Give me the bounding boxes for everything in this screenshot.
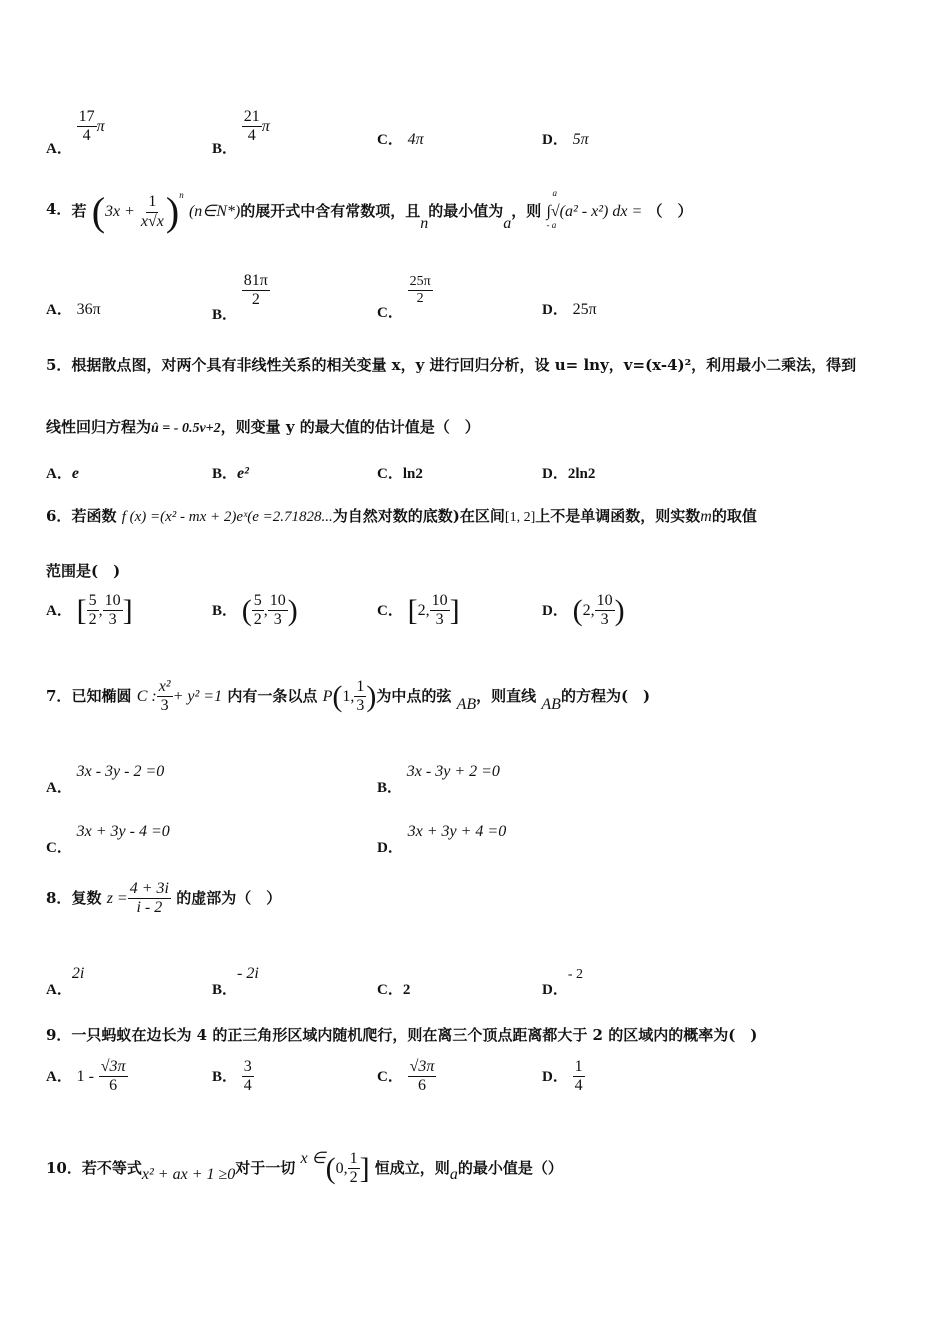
q5-option-c: C．ln2 (377, 466, 423, 482)
q5-option-a: A．e (46, 465, 79, 482)
q8-option-c: C．2 (377, 982, 411, 998)
fraction: $\frac{10}{3}$ (269, 592, 286, 629)
fraction: $\frac{10}{3}$ (431, 592, 448, 629)
q8-option-a: A．2i (46, 965, 85, 998)
q9-option-a: A． 1 - $\frac{√3\pi}{6}$ (46, 1058, 126, 1095)
q7-option-d: D． 3x + 3y + 4 =0 (377, 823, 507, 856)
q3-option-a: A． $\frac{17}{4}$ π (46, 108, 105, 157)
q7-options-row-2 (0, 820, 950, 880)
question-5-line-1: 5．根据散点图，对两个具有非线性关系的相关变量 x，y 进行回归分析，设 u= lny，v=(x-4)²，利用最小二乘法，得到 (46, 356, 857, 374)
question-8: 8．复数 z = $\frac{4 + 3i}{i - 2}$ 的虚部为（ ） (46, 880, 282, 917)
question-6-line-2: 范围是( ) (46, 562, 121, 580)
question-6-line-1: 6．若函数 f (x) =(x² - mx + 2)eˣ(e =2.71828...为自然对数的底数)在区间[1, 2]上不是单调函数，则实数m的取值 (46, 507, 757, 525)
q6-option-b: B． ( $\frac{5}{2}$ , $\frac{10}{3}$ ) (212, 592, 298, 629)
q6-option-a: A． [ $\frac{5}{2}$ , $\frac{10}{3}$ ] (46, 592, 133, 629)
q4-option-d: D． 25π (542, 301, 597, 318)
q3-option-d: D． 5π (542, 131, 589, 148)
fraction: $\frac{21}{4}$ (243, 108, 260, 145)
fraction: $\frac{1}{3}$ (356, 678, 365, 715)
fraction: $\frac{1}{2}$ (349, 1150, 358, 1187)
fraction: $\frac{10}{3}$ (104, 592, 121, 629)
fraction: $\frac{1}{x√x}$ (140, 193, 164, 230)
q9-option-b: B． $\frac{3}{4}$ (212, 1058, 252, 1095)
fraction: $\frac{1}{4}$ (574, 1058, 583, 1095)
fraction: $\frac{81\pi}{2}$ (243, 272, 268, 309)
q6-options (0, 592, 950, 652)
question-5-line-2: 线性回归方程为û = - 0.5v+2，则变量 y 的最大值的估计值是（ ） (46, 418, 480, 436)
q3-option-b: B． $\frac{21}{4}$ π (212, 108, 270, 157)
fraction: $\frac{10}{3}$ (596, 592, 613, 629)
question-4: 4．若 (3x + $\frac{1}{x√x}$ )$^n$ (n∈N*)的展开式中含有常数项，且n的最小值为a，则 a - a ∫√(a² - x²) dx = （ ） (46, 188, 693, 234)
q8-option-b: B．- 2i (212, 965, 259, 998)
q9-options (0, 1058, 950, 1118)
q3-option-c: C． 4π (377, 131, 424, 148)
q5-option-b: B．e² (212, 465, 249, 482)
q4-options (0, 268, 950, 328)
fraction: $\frac{√3\pi}{6}$ (100, 1058, 126, 1095)
q8-options (0, 962, 950, 1022)
fraction: $\frac{3}{4}$ (243, 1058, 252, 1095)
q4-option-b: B． $\frac{81\pi}{2}$ (212, 272, 268, 323)
q7-option-b: B． 3x - 3y + 2 =0 (377, 763, 500, 796)
q9-option-d: D． $\frac{1}{4}$ (542, 1058, 583, 1095)
question-7: 7．已知椭圆 C : $\frac{\text{x²}}{3}$ + y² =1 内有一条以点 P(1, $\frac{1}{3}$ )为中点的弦 AB，则直线 AB的方程为( ) (46, 678, 651, 715)
q6-option-d: D． (2, $\frac{10}{3}$ ) (542, 592, 625, 629)
q3-options (0, 100, 950, 160)
q9-option-c: C． $\frac{√3\pi}{6}$ (377, 1058, 435, 1095)
q6-option-c: C． [2, $\frac{10}{3}$ ] (377, 592, 460, 629)
fraction: $\frac{5}{2}$ (88, 592, 97, 629)
fraction: $\frac{4 + 3i}{i - 2}$ (129, 880, 169, 917)
question-10: 10．若不等式x² + ax + 1 ≥0对于一切 x ∈(0, $\frac{1}{2}$ ] 恒成立，则a的最小值是（） (46, 1149, 563, 1187)
fraction: $\frac{√3\pi}{6}$ (409, 1058, 435, 1095)
q4-option-a: A． 36π (46, 301, 101, 318)
q8-option-d: D．- 2 (542, 967, 584, 998)
fraction: $\frac{\text{x²}}{3}$ (158, 678, 171, 715)
q4-option-c: C． $\frac{25\pi}{2}$ (377, 274, 431, 321)
q5-option-d: D．2ln2 (542, 466, 596, 482)
fraction: $\frac{25\pi}{2}$ (409, 274, 431, 307)
q7-options-row-1 (0, 760, 950, 820)
fraction: $\frac{5}{2}$ (253, 592, 262, 629)
q7-option-a: A． 3x - 3y - 2 =0 (46, 763, 165, 796)
integral-expression: a - a ∫√(a² - x²) dx = (546, 188, 643, 230)
question-9: 9．一只蚂蚁在边长为 4 的正三角形区域内随机爬行，则在离三个顶点距离都大于 2 的区域内的概率为( ) (46, 1026, 758, 1044)
fraction: $\frac{17}{4}$ (78, 108, 95, 145)
q7-option-c: C． 3x + 3y - 4 =0 (46, 823, 170, 856)
